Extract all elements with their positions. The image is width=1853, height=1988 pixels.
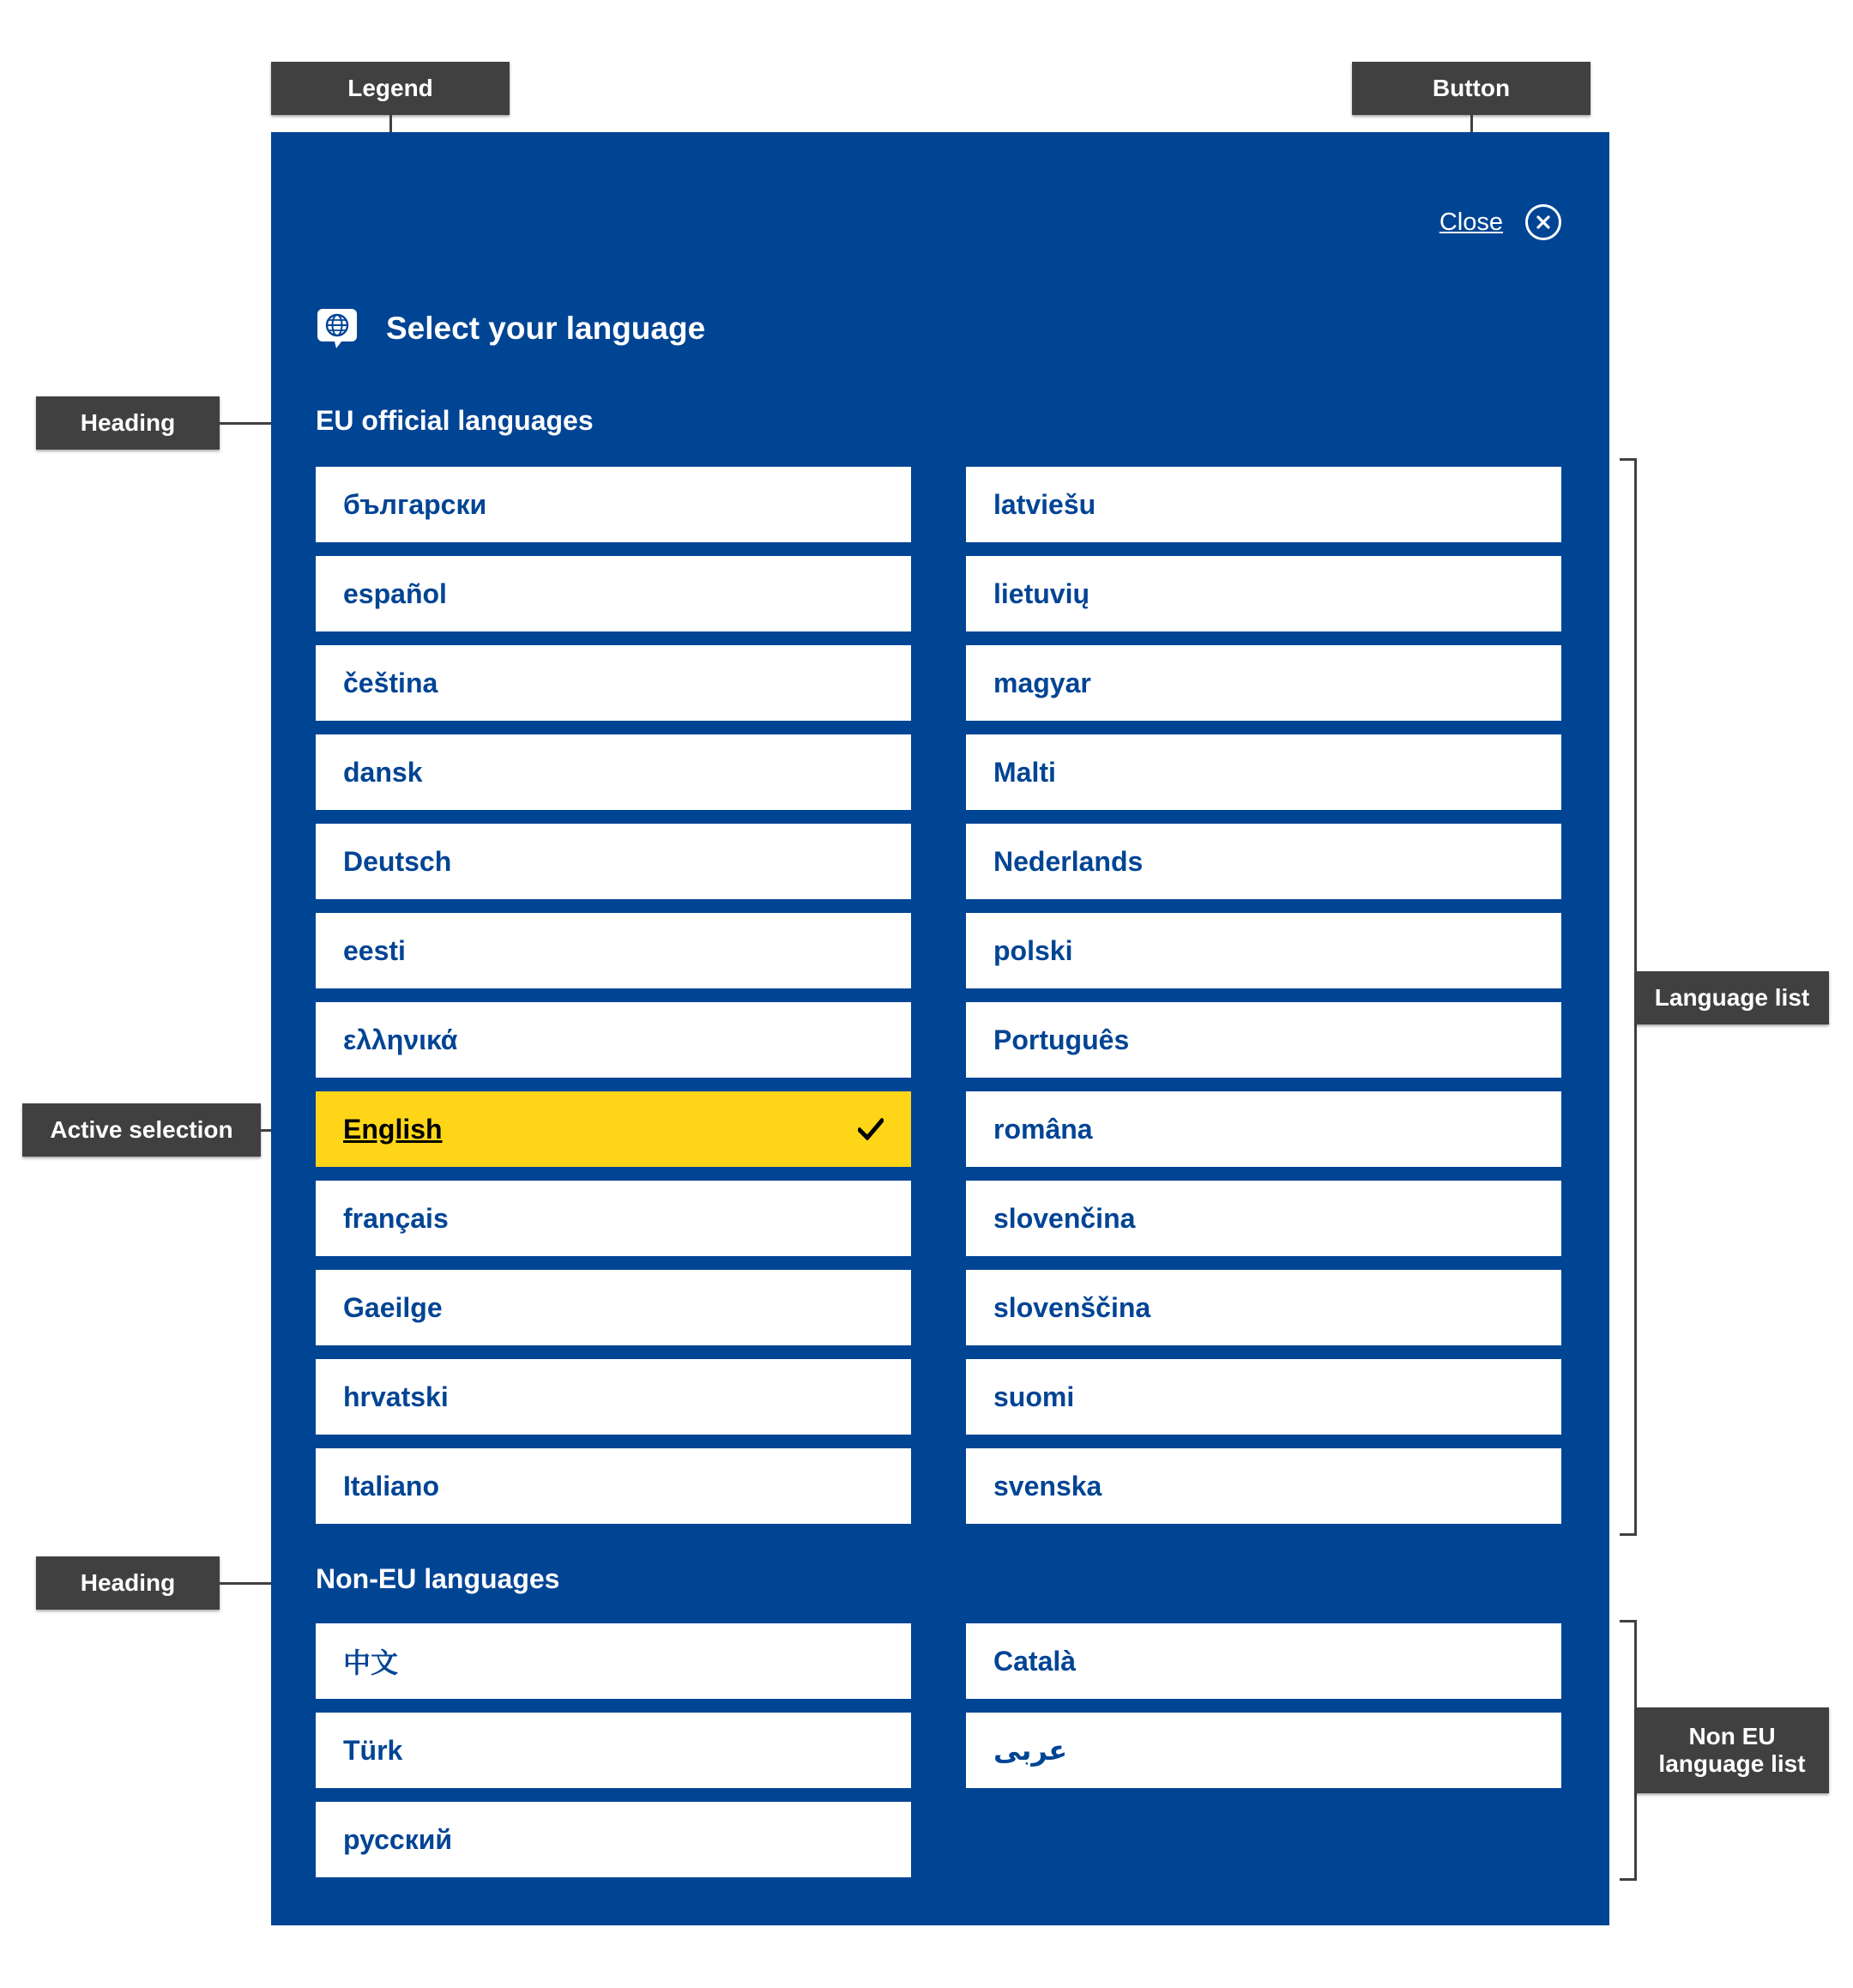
lang-item-da[interactable]: dansk <box>316 734 911 810</box>
lang-item-fi[interactable]: suomi <box>966 1359 1561 1435</box>
lang-item-pl[interactable]: polski <box>966 913 1561 988</box>
lang-item-cs[interactable]: čeština <box>316 645 911 721</box>
lang-item-bg[interactable]: български <box>316 467 911 542</box>
lang-item-sv[interactable]: svenska <box>966 1448 1561 1524</box>
lang-item-sk[interactable]: slovenčina <box>966 1181 1561 1256</box>
lang-item-hr[interactable]: hrvatski <box>316 1359 911 1435</box>
lang-item-et[interactable]: eesti <box>316 913 911 988</box>
language-list-bracket <box>1620 458 1637 1536</box>
lang-item-de[interactable]: Deutsch <box>316 824 911 899</box>
lang-item-ga[interactable]: Gaeilge <box>316 1270 911 1345</box>
annotation-legend: Legend <box>271 62 510 115</box>
lang-item-lt[interactable]: lietuvių <box>966 556 1561 631</box>
annotation-language-list: Language list <box>1635 971 1829 1024</box>
lang-item-hu[interactable]: magyar <box>966 645 1561 721</box>
lang-item-ru[interactable]: русский <box>316 1802 911 1877</box>
close-button[interactable] <box>1440 202 1561 242</box>
modal-title: Select your language <box>386 311 706 346</box>
lang-item-pt[interactable]: Português <box>966 1002 1561 1078</box>
lang-item-ar[interactable]: عربى <box>966 1713 1561 1788</box>
annotation-button: Button <box>1352 62 1590 115</box>
lang-item-mt[interactable]: Malti <box>966 734 1561 810</box>
close-link[interactable]: Close <box>1439 208 1503 236</box>
lang-item-el[interactable]: ελληνικά <box>316 1002 911 1078</box>
lang-item-es[interactable]: español <box>316 556 911 631</box>
annotation-heading-non-eu: Heading <box>36 1556 220 1610</box>
annotation-active-selection: Active selection <box>22 1103 261 1157</box>
eu-language-list <box>316 467 1561 1524</box>
non-eu-languages-heading: Non-EU languages <box>316 1563 560 1594</box>
lang-item-tr[interactable]: Türk <box>316 1713 911 1788</box>
close-circle-icon[interactable] <box>1525 204 1561 240</box>
lang-item-fr[interactable]: français <box>316 1181 911 1256</box>
language-selector-modal <box>271 132 1609 1925</box>
lang-item-ro[interactable]: româna <box>966 1091 1561 1167</box>
lang-item-nl[interactable]: Nederlands <box>966 824 1561 899</box>
annotation-heading-eu: Heading <box>36 396 220 450</box>
non-eu-language-list <box>316 1623 1561 1877</box>
lang-item-en-active[interactable]: English <box>316 1091 911 1167</box>
annotation-non-eu-list: Non EU language list <box>1635 1707 1829 1793</box>
lang-item-ca[interactable]: Català <box>966 1623 1561 1699</box>
lang-item-it[interactable]: Italiano <box>316 1448 911 1524</box>
checkmark-icon <box>858 1118 884 1140</box>
lang-item-zh[interactable]: 中文 <box>316 1623 911 1699</box>
modal-title-row <box>316 307 705 350</box>
eu-languages-heading: EU official languages <box>316 405 594 436</box>
non-eu-list-bracket <box>1620 1620 1637 1881</box>
lang-item-sl[interactable]: slovenščina <box>966 1270 1561 1345</box>
lang-item-lv[interactable]: latviešu <box>966 467 1561 542</box>
speech-globe-icon <box>316 307 359 350</box>
